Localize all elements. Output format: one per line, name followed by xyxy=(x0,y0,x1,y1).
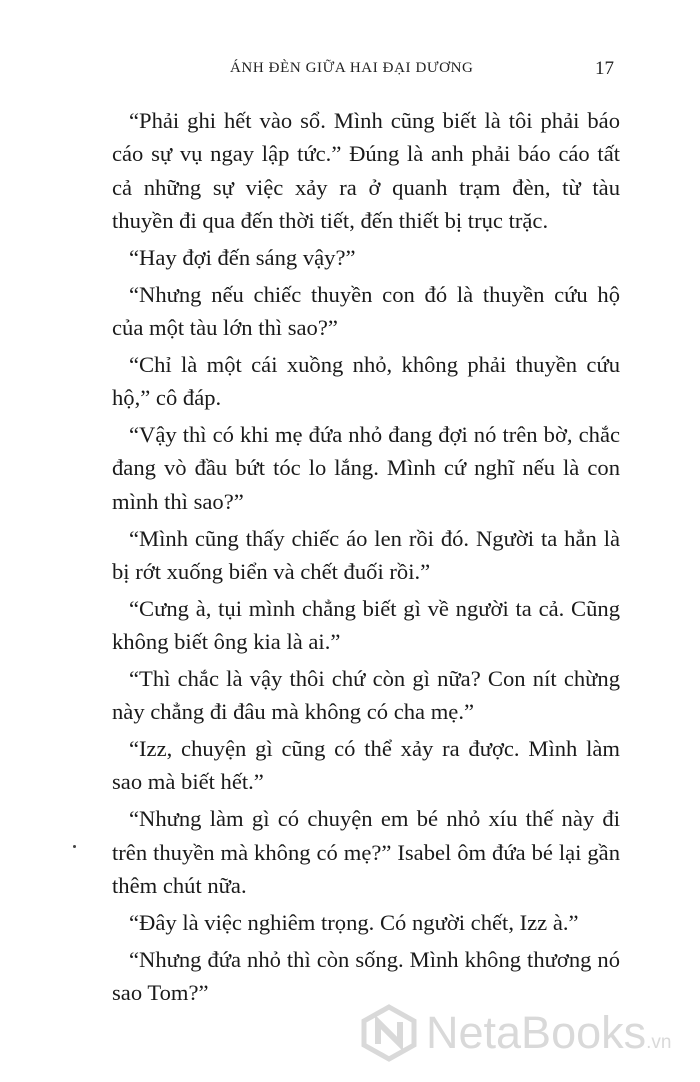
paragraph: “Phải ghi hết vào sổ. Mình cũng biết là tôi phải báo cáo sự vụ ngay lập tức.” Đúng là anh phải báo cáo tất cả những sự việc xảy ra ở quanh trạm đèn, từ tàu thuyền đi qua đến thời tiết, đến thiết bị trục trặc. xyxy=(112,108,620,233)
paragraph: “Cưng à, tụi mình chẳng biết gì về người ta cả. Cũng không biết ông kia là ai.” xyxy=(112,595,620,655)
paragraph: “Nhưng làm gì có chuyện em bé nhỏ xíu thế này đi trên thuyền mà không có mẹ?” Isabel ôm đứa bé lại gần thêm chút nữa. xyxy=(112,806,620,898)
running-title: ÁNH ĐÈN GIỮA HAI ĐẠI DƯƠNG xyxy=(230,60,474,76)
body-text xyxy=(112,104,620,1013)
watermark xyxy=(360,1002,690,1072)
paragraph: “Thì chắc là vậy thôi chứ còn gì nữa? Con nít chừng này chẳng đi đâu mà không có cha mẹ.” xyxy=(112,665,620,725)
page-header xyxy=(0,54,700,84)
paragraph: “Chỉ là một cái xuồng nhỏ, không phải thuyền cứu hộ,” cô đáp. xyxy=(112,351,620,411)
paragraph: “Nhưng đứa nhỏ thì còn sống. Mình không thương nó sao Tom?” xyxy=(112,946,620,1005)
paragraph: “Hay đợi đến sáng vậy?” xyxy=(129,244,356,270)
watermark-suffix: .vn xyxy=(646,1032,672,1053)
paragraph: “Izz, chuyện gì cũng có thể xảy ra được. Mình làm sao mà biết hết.” xyxy=(112,736,620,795)
netabooks-logo-icon xyxy=(360,1004,418,1062)
page-number: 17 xyxy=(595,58,614,79)
paragraph: “Mình cũng thấy chiếc áo len rồi đó. Người ta hẳn là bị rớt xuống biển và chết đuối rồi.” xyxy=(112,525,620,584)
paragraph: “Đây là việc nghiêm trọng. Có người chết, Izz à.” xyxy=(129,909,579,935)
watermark-text xyxy=(426,1006,671,1070)
paragraph: “Nhưng nếu chiếc thuyền con đó là thuyền cứu hộ của một tàu lớn thì sao?” xyxy=(112,281,620,340)
watermark-brand: NetaBooks xyxy=(426,1007,647,1058)
scan-speck xyxy=(73,845,76,848)
paragraph: “Vậy thì có khi mẹ đứa nhỏ đang đợi nó trên bờ, chắc đang vò đầu bứt tóc lo lắng. Mình cứ nghĩ nếu là con mình thì sao?” xyxy=(112,422,620,514)
